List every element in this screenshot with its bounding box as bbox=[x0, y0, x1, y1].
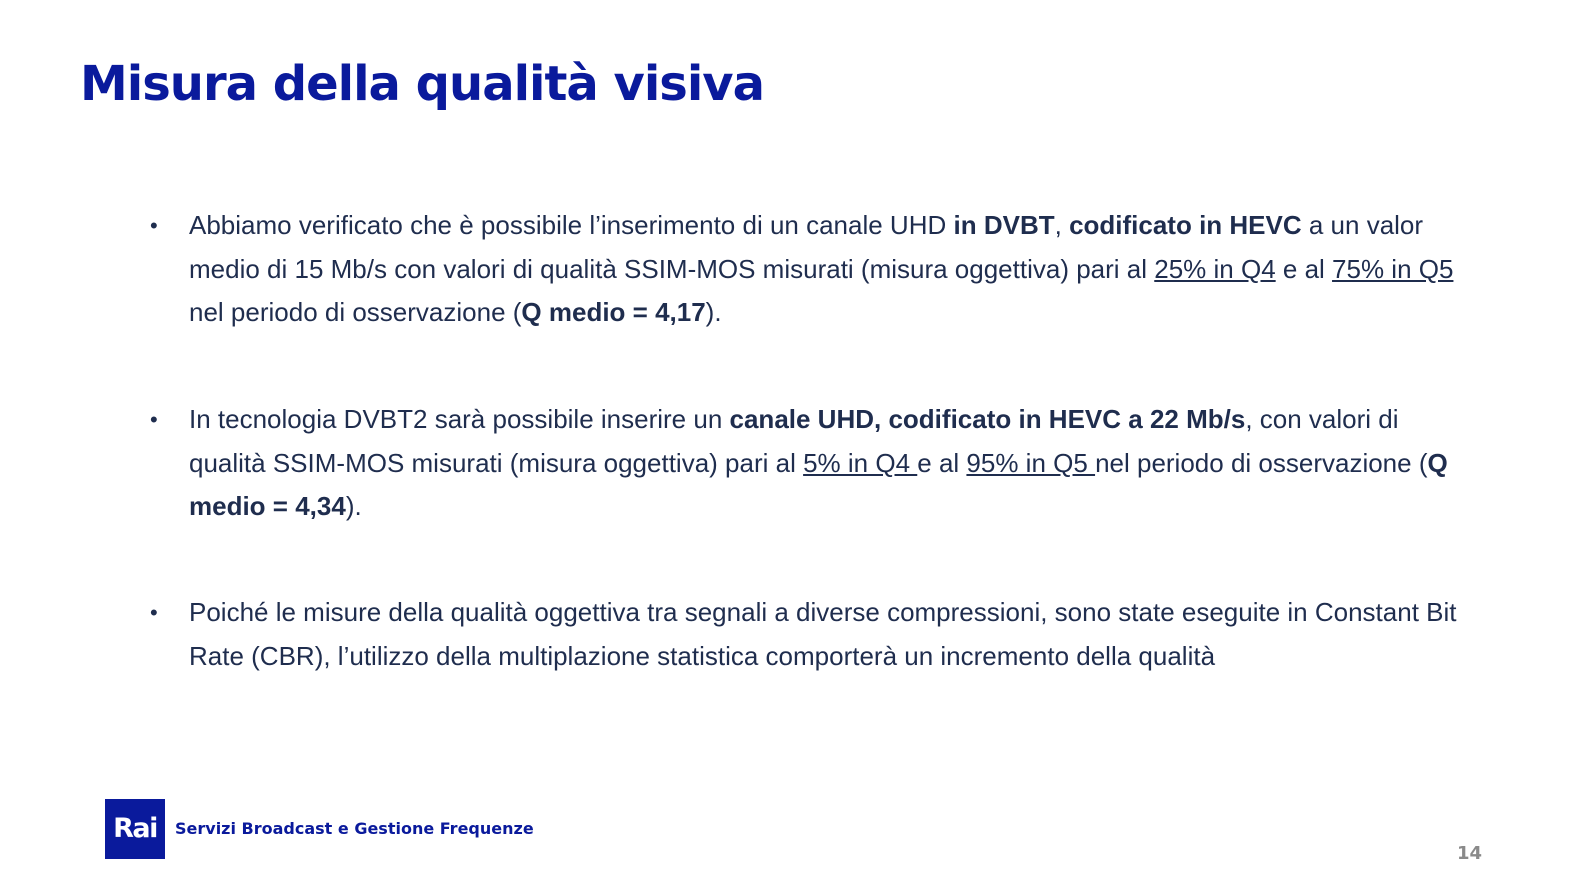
text-segment: 5% in Q4 bbox=[803, 447, 918, 478]
bullet-text bbox=[189, 591, 1460, 678]
text-segment: 95% in Q5 bbox=[966, 447, 1096, 478]
text-segment: Poiché le misure della qualità oggettiva tra segnali a diverse compressioni, sono state eseguite in Constant Bit Rate (CBR), l’utilizzo della multiplazione statistica comporterà un incremento della qualità bbox=[189, 597, 1457, 671]
bullet-dot: • bbox=[150, 407, 158, 432]
text-segment: Abbiamo verificato che è possibile l’inserimento di un canale UHD bbox=[189, 210, 954, 240]
text-segment: 75% in Q5 bbox=[1332, 253, 1454, 284]
text-segment: ). bbox=[345, 491, 362, 521]
text-segment: , con valori di qualità SSIM-MOS misurati (misura oggettiva) pari al bbox=[189, 404, 1399, 478]
page-number: 14 bbox=[1457, 843, 1483, 864]
text-segment: ). bbox=[705, 297, 722, 327]
text-segment: Q medio = 4,17 bbox=[521, 297, 706, 327]
text-segment: nel periodo di osservazione ( bbox=[1095, 447, 1428, 478]
slide-title: Misura della qualità visiva bbox=[80, 56, 764, 112]
bullet-item bbox=[150, 204, 1460, 335]
text-segment: codificato in HEVC bbox=[1069, 210, 1302, 240]
text-segment: a un valor medio di 15 Mb/s con valori di qualità SSIM-MOS misurati (misura oggettiva) pari al bbox=[189, 210, 1424, 284]
text-segment: canale UHD, codificato in HEVC a 22 Mb/s bbox=[729, 404, 1246, 434]
bullet-item bbox=[150, 398, 1460, 529]
text-segment: Q medio = 4,34 bbox=[189, 447, 1448, 521]
bullet-dot: • bbox=[150, 600, 158, 625]
text-segment: e al bbox=[917, 447, 967, 478]
text-segment: , bbox=[1054, 210, 1070, 240]
bullet-text bbox=[189, 204, 1460, 335]
text-segment: nel periodo di osservazione ( bbox=[189, 297, 522, 327]
text-segment: in DVBT bbox=[953, 210, 1055, 240]
bullet-text bbox=[189, 398, 1460, 529]
bullet-dot: • bbox=[150, 213, 158, 238]
text-segment: In tecnologia DVBT2 sarà possibile inserire un bbox=[189, 404, 730, 434]
rai-logo: Rai bbox=[105, 799, 165, 859]
text-segment: 25% in Q4 bbox=[1154, 253, 1276, 284]
bullet-item bbox=[150, 591, 1460, 678]
footer-department: Servizi Broadcast e Gestione Frequenze bbox=[175, 819, 534, 838]
text-segment: e al bbox=[1275, 253, 1333, 284]
